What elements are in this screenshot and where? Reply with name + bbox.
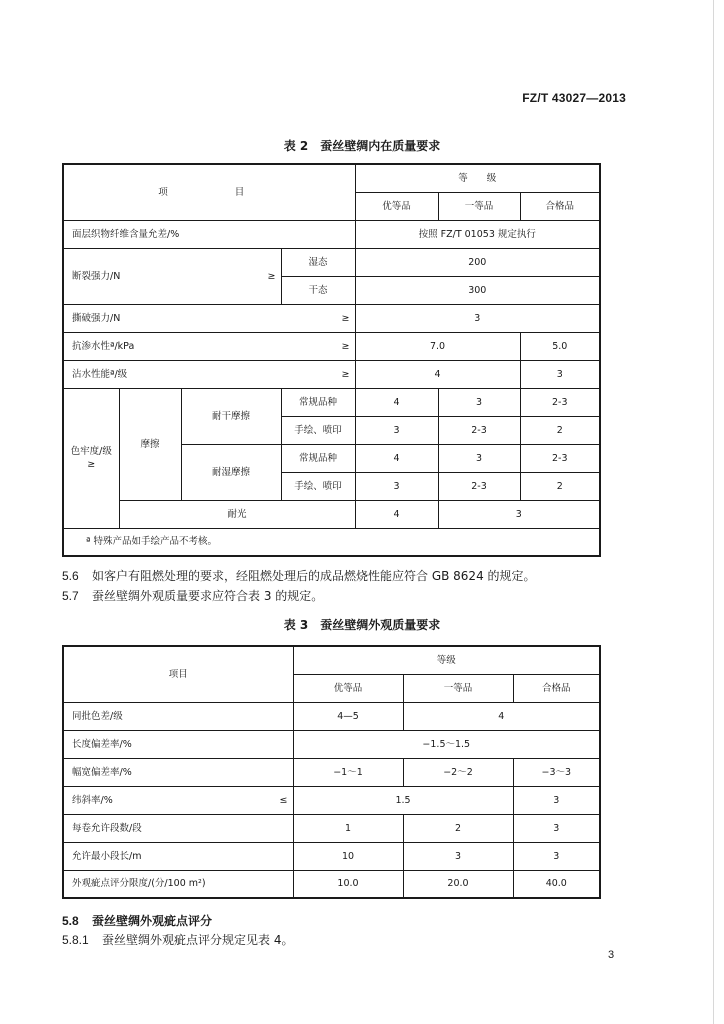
table3-row-shade — [63, 702, 600, 730]
paragraph-5-7-number: 5.7 — [62, 589, 79, 603]
break-label — [63, 248, 281, 304]
color-wet-regular-label: 常规品种 — [281, 444, 355, 472]
segments-v2: 2 — [403, 814, 513, 842]
fiber-label: 面层织物纤维含量允差/% — [63, 220, 355, 248]
shade-v23: 4 — [403, 702, 600, 730]
tear-label-text: 撕破强力/N — [72, 312, 121, 324]
width-label: 幅宽偏差率/% — [63, 758, 293, 786]
color-dry-print-v2: 2-3 — [438, 416, 520, 444]
segments-v1: 1 — [293, 814, 403, 842]
paragraph-5-8-1 — [62, 931, 293, 948]
color-light-v1: 4 — [355, 500, 438, 528]
defect-v2: 20.0 — [403, 870, 513, 898]
table2-row-note — [63, 528, 600, 556]
color-wet-print-v1: 3 — [355, 472, 438, 500]
water-wet-v12: 4 — [355, 360, 520, 388]
min-segment-v3: 3 — [513, 842, 600, 870]
color-dry-regular-v1: 4 — [355, 388, 438, 416]
table3-row-width — [63, 758, 600, 786]
table3-item-header: 项目 — [63, 646, 293, 702]
skew-v3: 3 — [513, 786, 600, 814]
paragraph-5-8 — [62, 912, 212, 929]
water-wet-label — [63, 360, 355, 388]
shade-v1: 4—5 — [293, 702, 403, 730]
min-segment-v1: 10 — [293, 842, 403, 870]
paragraph-5-6-number: 5.6 — [62, 569, 79, 583]
table2-grade3-header: 合格品 — [520, 192, 600, 220]
length-value: −1.5～1.5 — [293, 730, 600, 758]
water-wet-v3: 3 — [520, 360, 600, 388]
color-dry-rub-label: 耐干摩擦 — [181, 388, 281, 444]
min-segment-v2: 3 — [403, 842, 513, 870]
segments-label: 每卷允许段数/段 — [63, 814, 293, 842]
paragraph-5-6-text: 如客户有阻燃处理的要求，经阻燃处理后的成品燃烧性能应符合 GB 8624 的规定。 — [92, 569, 536, 583]
water-pressure-label — [63, 332, 355, 360]
table2-header-row-1 — [63, 164, 600, 192]
table2-item-header: 项 目 — [63, 164, 355, 220]
color-dry-regular-label: 常规品种 — [281, 388, 355, 416]
water-pressure-label-text: 抗渗水性ª/kPa — [72, 340, 135, 352]
defect-label: 外观疵点评分限度/(分/100 m²) — [63, 870, 293, 898]
skew-sign: ≤ — [279, 794, 288, 806]
paragraph-5-8-1-text: 蚕丝壁绸外观疵点评分规定见表 4。 — [102, 933, 294, 947]
water-wet-label-text: 沾水性能ª/级 — [72, 368, 128, 380]
table2-grade-header: 等 级 — [355, 164, 600, 192]
color-label-text: 色牢度/级 — [70, 446, 112, 457]
table3-row-skew — [63, 786, 600, 814]
table2-row-color-light — [63, 500, 600, 528]
color-wet-regular-v2: 3 — [438, 444, 520, 472]
defect-v3: 40.0 — [513, 870, 600, 898]
table2-note: ª 特殊产品如手绘产品不考核。 — [63, 528, 600, 556]
shade-label: 同批色差/级 — [63, 702, 293, 730]
paragraph-5-8-1-number: 5.8.1 — [62, 933, 89, 947]
break-wet-value: 200 — [355, 248, 600, 276]
paragraph-5-7 — [62, 587, 323, 604]
table3-row-segments — [63, 814, 600, 842]
color-wet-print-label: 手绘、喷印 — [281, 472, 355, 500]
color-light-v23: 3 — [438, 500, 600, 528]
table3-grade2-header: 一等品 — [403, 674, 513, 702]
break-sign: ≥ — [267, 270, 276, 282]
table3-grade3-header: 合格品 — [513, 674, 600, 702]
color-label — [63, 388, 119, 528]
skew-v12: 1.5 — [293, 786, 513, 814]
table3-caption: 表 3 蚕丝壁绸外观质量要求 — [283, 618, 441, 632]
table2-row-color-dry-regular — [63, 388, 600, 416]
table3-row-min-segment — [63, 842, 600, 870]
color-rub-label: 摩擦 — [119, 388, 181, 500]
color-wet-regular-v3: 2-3 — [520, 444, 600, 472]
break-dry-value: 300 — [355, 276, 600, 304]
table3-row-defect — [63, 870, 600, 898]
skew-label-text: 纬斜率/% — [72, 794, 113, 806]
width-v3: −3～3 — [513, 758, 600, 786]
table2-row-water-pressure — [63, 332, 600, 360]
water-pressure-v12: 7.0 — [355, 332, 520, 360]
break-dry-label: 干态 — [281, 276, 355, 304]
break-wet-label: 湿态 — [281, 248, 355, 276]
table2-grade2-header: 一等品 — [438, 192, 520, 220]
standard-number: FZ/T 43027—2013 — [522, 91, 626, 105]
tear-sign: ≥ — [341, 312, 350, 324]
skew-label — [63, 786, 293, 814]
defect-v1: 10.0 — [293, 870, 403, 898]
width-v2: −2～2 — [403, 758, 513, 786]
paragraph-5-8-number: 5.8 — [62, 914, 79, 928]
color-dry-regular-v3: 2-3 — [520, 388, 600, 416]
water-pressure-sign: ≥ — [341, 340, 350, 352]
table3-row-length — [63, 730, 600, 758]
length-label: 长度偏差率/% — [63, 730, 293, 758]
color-dry-print-v3: 2 — [520, 416, 600, 444]
paragraph-5-8-text: 蚕丝壁绸外观疵点评分 — [92, 914, 213, 928]
paragraph-5-6 — [62, 567, 536, 584]
color-light-label: 耐光 — [119, 500, 355, 528]
paragraph-5-7-text: 蚕丝壁绸外观质量要求应符合表 3 的规定。 — [92, 589, 324, 603]
table3-header-row-1 — [63, 646, 600, 674]
page-number: 3 — [608, 949, 615, 961]
tear-value: 3 — [355, 304, 600, 332]
color-wet-regular-v1: 4 — [355, 444, 438, 472]
table3-grade-header: 等级 — [293, 646, 600, 674]
table2-caption: 表 2 蚕丝壁绸内在质量要求 — [283, 139, 441, 153]
table2-row-water-wet — [63, 360, 600, 388]
fiber-value: 按照 FZ/T 01053 规定执行 — [355, 220, 600, 248]
table3 — [62, 645, 601, 899]
break-label-text: 断裂强力/N — [72, 270, 121, 282]
color-wet-print-v3: 2 — [520, 472, 600, 500]
table2-row-fiber — [63, 220, 600, 248]
water-wet-sign: ≥ — [341, 368, 350, 380]
table2-grade1-header: 优等品 — [355, 192, 438, 220]
color-dry-print-label: 手绘、喷印 — [281, 416, 355, 444]
table2 — [62, 163, 601, 557]
min-segment-label: 允许最小段长/m — [63, 842, 293, 870]
table3-grade1-header: 优等品 — [293, 674, 403, 702]
table2-row-break-wet — [63, 248, 600, 276]
color-dry-print-v1: 3 — [355, 416, 438, 444]
segments-v3: 3 — [513, 814, 600, 842]
table2-row-tear — [63, 304, 600, 332]
width-v1: −1～1 — [293, 758, 403, 786]
color-wet-print-v2: 2-3 — [438, 472, 520, 500]
water-pressure-v3: 5.0 — [520, 332, 600, 360]
color-sign: ≥ — [87, 459, 96, 470]
color-dry-regular-v2: 3 — [438, 388, 520, 416]
tear-label — [63, 304, 355, 332]
color-wet-rub-label: 耐湿摩擦 — [181, 444, 281, 500]
